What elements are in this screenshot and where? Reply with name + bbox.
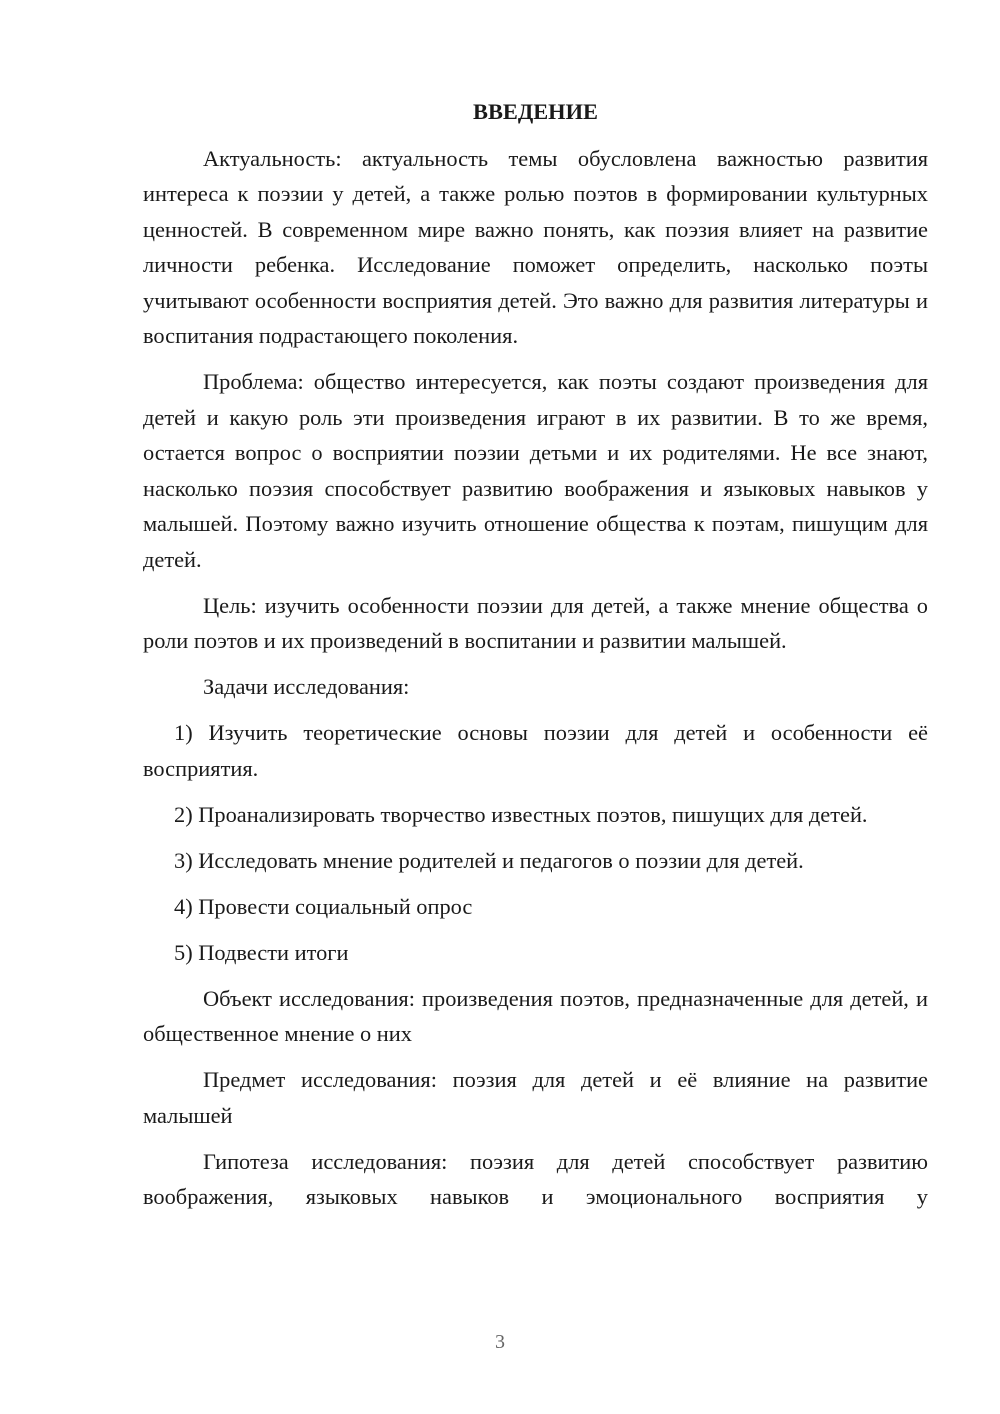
paragraph-object: Объект исследования: произведения поэтов, предназначенные для детей, и общественное мнение о них <box>143 985 928 1046</box>
section-title: ВВЕДЕНИЕ <box>473 99 598 124</box>
task-item-5: 5) Подвести итоги <box>174 939 349 965</box>
tasks-heading: Задачи исследования: <box>203 674 410 699</box>
paragraph-relevance: Актуальность: актуальность темы обусловлена важностью развития интереса к поэзии у детей, а также ролью поэтов в формировании культурных ценностей. В современном мире важно понять, как поэзия влияет на развитие личности ребенка. Исследование поможет определить, насколько поэты учитывают особенности восприятия детей. Это важно для развития литературы и воспитания подрастающего поколения. <box>143 145 928 348</box>
paragraph-subject: Предмет исследования: поэзия для детей и её влияние на развитие малышей <box>143 1067 928 1128</box>
page-number: 3 <box>495 1331 505 1353</box>
task-item-2: 2) Проанализировать творчество известных поэтов, пишущих для детей. <box>174 801 868 827</box>
document-page <box>143 94 928 1215</box>
task-item-3: 3) Исследовать мнение родителей и педагогов о поэзии для детей. <box>174 847 804 873</box>
task-item-1: 1) Изучить теоретические основы поэзии для детей и особенности её восприятия. <box>143 720 928 781</box>
task-item-4: 4) Провести социальный опрос <box>174 893 473 919</box>
paragraph-goal: Цель: изучить особенности поэзии для детей, а также мнение общества о роли поэтов и их произведений в воспитании и развитии малышей. <box>143 592 928 653</box>
paragraph-problem: Проблема: общество интересуется, как поэты создают произведения для детей и какую роль эти произведения играют в их развитии. В то же время, остается вопрос о восприятии поэзии детьми и их родителями. Не все знают, насколько поэзия способствует развитию воображения и языковых навыков у малышей. Поэтому важно изучить отношение общества к поэтам, пишущим для детей. <box>143 369 928 572</box>
paragraph-hypothesis: Гипотеза исследования: поэзия для детей способствует развитию воображения, языковых навыков и эмоционального восприятия у <box>143 1148 928 1209</box>
